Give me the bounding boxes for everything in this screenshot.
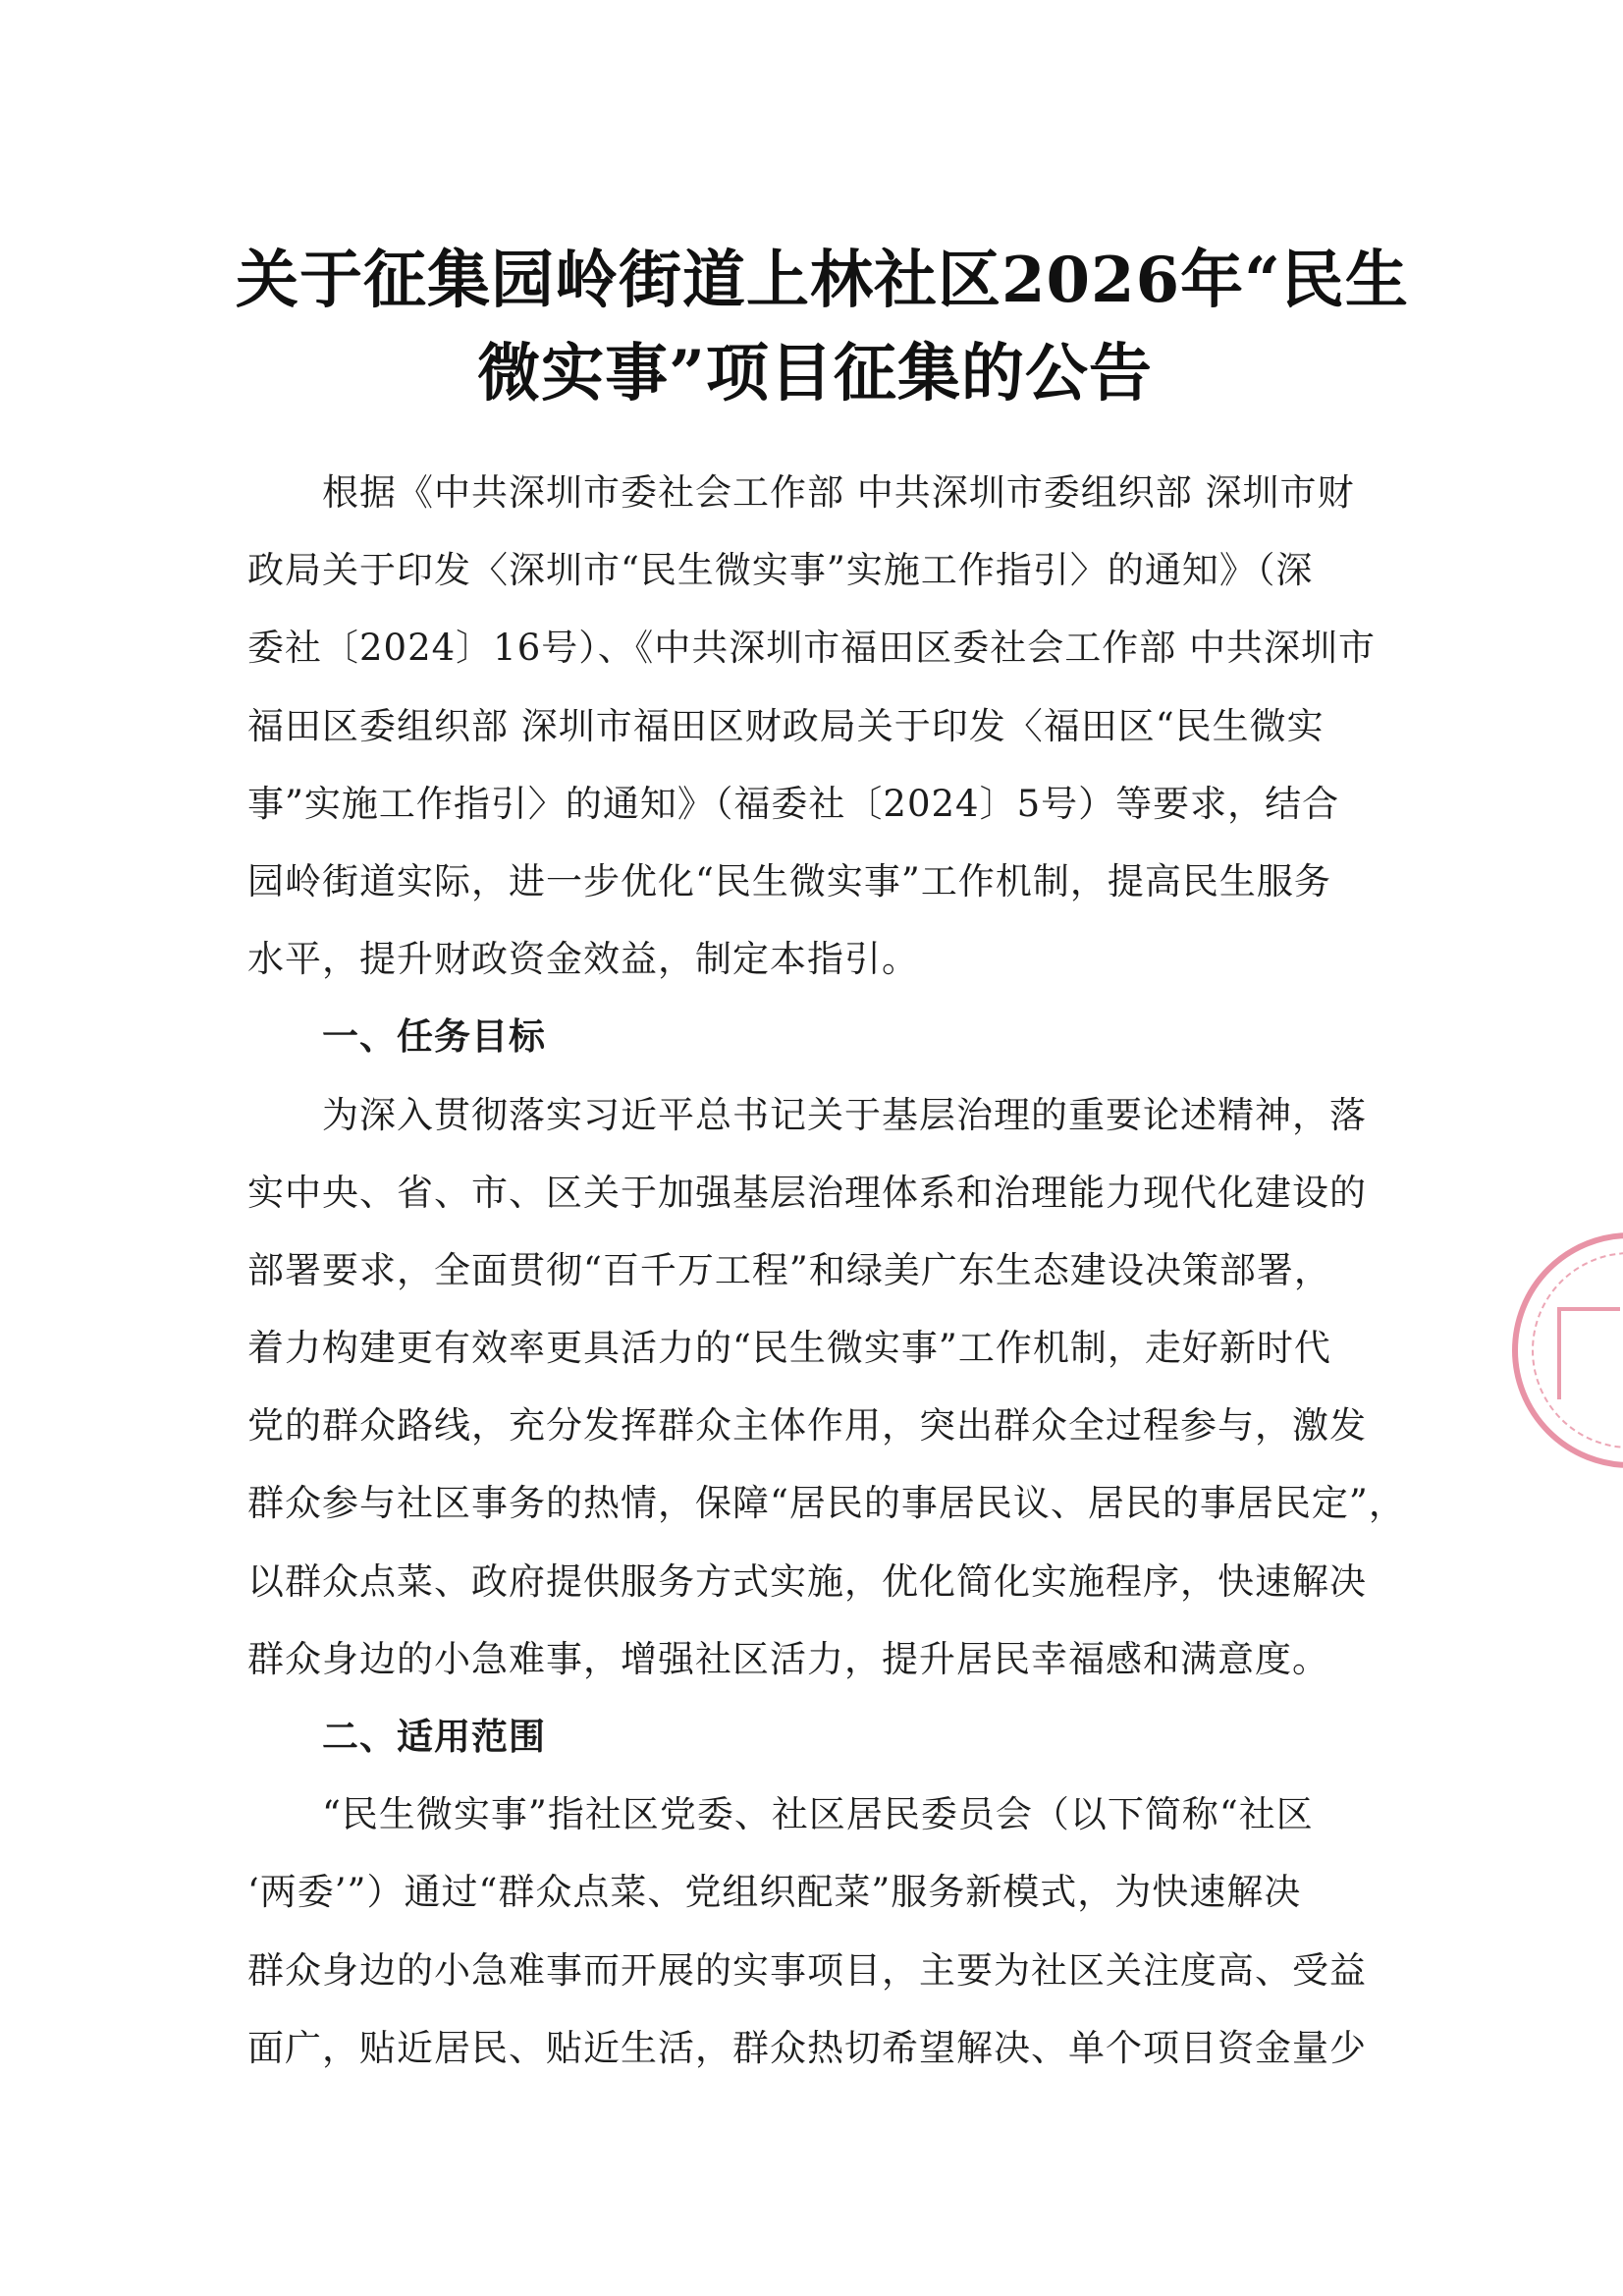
- paragraph-line: 部署要求，全面贯彻“百千万工程”和绿美广东生态建设决策部署，: [247, 1248, 1331, 1291]
- official-seal-icon: [1512, 1232, 1623, 1468]
- paragraph-line: ‘两委’”）通过“群众点菜、党组织配菜”服务新模式，为快速解决: [247, 1871, 1302, 1914]
- section-heading-2: 二、适用范围: [322, 1715, 546, 1758]
- paragraph-line: 以群众点菜、政府提供服务方式实施，优化简化实施程序，快速解决: [247, 1559, 1367, 1603]
- paragraph-line: 根据《中共深圳市委社会工作部 中共深圳市委组织部 深圳市财: [322, 471, 1355, 514]
- paragraph-line: 实中央、省、市、区关于加强基层治理体系和治理能力现代化建设的: [247, 1171, 1367, 1214]
- document-title: [236, 234, 1409, 420]
- paragraph-line: 群众身边的小急难事而开展的实事项目，主要为社区关注度高、受益: [247, 1948, 1367, 1992]
- seal-mark: [1557, 1307, 1620, 1399]
- paragraph-line: 事”实施工作指引〉的通知》（福委社〔2024〕5号）等要求，结合: [247, 782, 1340, 825]
- paragraph-line: 群众参与社区事务的热情，保障“居民的事居民议、居民的事居民定”，: [247, 1482, 1406, 1525]
- paragraph-line: 党的群众路线，充分发挥群众主体作用，突出群众全过程参与，激发: [247, 1404, 1367, 1448]
- paragraph-line: 为深入贯彻落实习近平总书记关于基层治理的重要论述精神，落: [322, 1093, 1367, 1136]
- paragraph-line: 委社〔2024〕16号）、《中共深圳市福田区委社会工作部 中共深圳市: [247, 627, 1377, 670]
- paragraph-line: 着力构建更有效率更具活力的“民生微实事”工作机制，走好新时代: [247, 1327, 1331, 1370]
- title-line-1: 关于征集园岭街道上林社区2026年“民生: [236, 244, 1409, 317]
- paragraph-line: 福田区委组织部 深圳市福田区财政局关于印发〈福田区“民生微实: [247, 704, 1325, 747]
- paragraph-line: 水平，提升财政资金效益，制定本指引。: [247, 938, 919, 981]
- document-body: [247, 454, 1406, 2087]
- title-line-2: 微实事”项目征集的公告: [477, 337, 1153, 410]
- paragraph-line: 群众身边的小急难事，增强社区活力，提升居民幸福感和满意度。: [247, 1637, 1329, 1680]
- paragraph-line: 面广，贴近居民、贴近生活，群众热切希望解决、单个项目资金量少: [247, 2026, 1367, 2069]
- paragraph-line: 园岭街道实际，进一步优化“民生微实事”工作机制，提高民生服务: [247, 859, 1331, 902]
- paragraph-line: “民生微实事”指社区党委、社区居民委员会（以下简称“社区: [322, 1793, 1314, 1836]
- section-heading-1: 一、任务目标: [322, 1014, 546, 1059]
- paragraph-line: 政局关于印发〈深圳市“民生微实事”实施工作指引〉的通知》（深: [247, 549, 1314, 592]
